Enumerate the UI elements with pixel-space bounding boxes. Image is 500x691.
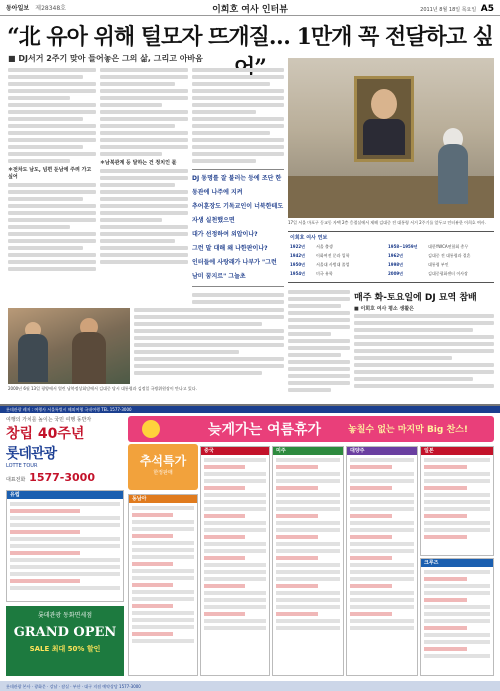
ad-bottom-strip: 롯데관광 본사 · 광화문 · 강남 · 잠실 · 부산 · 대구 지점 예약상담 1577-3000: [0, 681, 500, 691]
lotte-english-name: LOTTE TOUR: [6, 463, 38, 469]
page-number: A5: [480, 4, 494, 14]
subheadline: ■ DJ서거 2주기 맞아 들어놓은 그의 삶, 그리고 아바옴: [8, 54, 203, 63]
article-column-5: [134, 308, 284, 384]
deal-box-japan[interactable]: [420, 446, 494, 556]
issue-date: 2011년 8월 18일 목요일: [420, 7, 477, 13]
deal-box-southeast-asia[interactable]: [128, 494, 198, 676]
masthead: [0, 0, 500, 16]
deal-header: 일본: [421, 447, 493, 455]
photo-caption: 17일 서울 마포구 동교동 자택 2층 응접실에서 제해 김대중 전 대통령 서거 2주기를 앞두고 인터뷰한 이희호 여사.: [288, 220, 486, 225]
issue-number: 제28348호: [35, 5, 66, 12]
article-column-1: [8, 68, 96, 304]
store-name: 롯데관광 동화면세점: [37, 612, 93, 619]
paper-title: 동아일보: [6, 5, 30, 12]
article-column-3: [192, 68, 284, 304]
pull-quote-line: 대가 선정하여 외압이나?: [192, 231, 258, 238]
chronology-row: [288, 271, 494, 277]
pull-quote-line: 그런 말 대해 왜 나한판이나?: [192, 245, 268, 252]
lotte-tour-ad[interactable]: [6, 416, 124, 486]
pull-quote-line: DJ 동명를 잘 불러는 등에 조단 한동관에 나주에 지켜: [192, 175, 282, 196]
chrono-event: 대한YWCA연합회 총무: [428, 244, 469, 249]
summer-sale-banner[interactable]: [128, 416, 494, 442]
lotte-phone: [6, 471, 124, 484]
side-article-body: [354, 314, 494, 400]
side-article-subhead: ■ 이희호 여사 평소 생활은: [354, 306, 414, 312]
portrait-frame: [354, 76, 414, 162]
chrono-year: 1942년: [290, 253, 305, 258]
chrono-year: 1922년: [290, 244, 305, 249]
chrono-event: 대통령 부인: [428, 262, 449, 267]
chronology-row: [288, 244, 494, 250]
pull-quote-line: 추어훈장도 기독교인이 너북한테도 자생 실천했으면: [192, 203, 284, 224]
chrono-event: 김대중 전 대통령과 결혼: [428, 253, 471, 258]
chrono-year: 1962년: [388, 253, 403, 258]
grand-open-ad[interactable]: [6, 606, 124, 676]
banner-title: 늦게가는 여름휴가: [208, 422, 322, 438]
deal-box-europe[interactable]: [6, 490, 124, 602]
chronology-row: [288, 262, 494, 268]
chuseok-ad[interactable]: [128, 444, 198, 490]
qa-heading: ＊남북관계 등 달하는 건 정치인 몫: [100, 160, 177, 166]
banner-subtitle: 놓칠수 없는 마지막 Big 찬스!: [348, 425, 468, 435]
chrono-event: 김대중평화센터 이사장: [428, 271, 468, 276]
chrono-year: 1954년: [290, 271, 305, 276]
lotte-name: 롯데관광: [6, 446, 57, 462]
chrono-year: 1958~1959년: [388, 244, 418, 249]
chrono-year: 1950년: [290, 262, 305, 267]
deal-header: 유럽: [7, 491, 123, 499]
section-title: 이희호 여사 인터뷰: [212, 5, 288, 15]
deal-header: 미주: [273, 447, 343, 455]
qa-heading: ＊전차도 남도, 넘편 둔남에 주려 가고 싶어: [8, 167, 92, 180]
phone-number: 1577-3000: [29, 471, 95, 484]
chuseok-title: 추석특가: [139, 454, 187, 468]
lotte-anniversary: 창립 40주년: [6, 426, 85, 442]
pull-quote-line: 인터들에 사랑래가 나부가 "그런 남미 꿈지르" 그놀초: [192, 259, 277, 280]
chronology-row: [288, 253, 494, 259]
interview-photo: [288, 58, 494, 218]
deal-box-oceania[interactable]: [346, 446, 418, 676]
article-column-4: [288, 290, 350, 400]
side-article-headline: 매주 화-토요일에 DJ 묘역 참배: [354, 293, 477, 303]
chrono-event: 미국 유학: [316, 271, 333, 276]
pull-quote: [192, 169, 284, 287]
headline: “北 유아 위해 털모자 뜨개질… 1만개 꼭 전달하고 싶: [7, 24, 493, 50]
chrono-year: 1998년: [388, 262, 403, 267]
deal-box-cruise[interactable]: [420, 558, 494, 676]
sun-icon: [142, 420, 160, 438]
chrono-year: 2009년: [388, 271, 403, 276]
chuseok-subtitle: 한정판매: [153, 470, 173, 476]
chrono-event: 서울 출생: [316, 244, 333, 249]
phone-label: 대표전화: [6, 477, 26, 483]
advertisement: [0, 404, 500, 691]
deal-header: 대양주: [347, 447, 417, 455]
deal-header: 크루즈: [421, 559, 493, 567]
date-page: [420, 4, 494, 14]
chronology-table: [288, 231, 494, 283]
lotte-tagline: 여행의 가치를 높이는 국민 여행 동반자: [6, 417, 92, 423]
deal-box-americas[interactable]: [272, 446, 344, 676]
chrono-event: 서울대 사범대 졸업: [316, 262, 350, 267]
chrono-event: 이화여전 문과 입학: [316, 253, 350, 258]
deal-header: 동남아: [129, 495, 197, 503]
article-column-2: [100, 68, 188, 304]
photo-caption: 2000년 6월 13일 평양에서 열린 남북정상회담에서 김대중 당시 대통령과 김정일 국방위원장이 만나고 있다.: [8, 386, 197, 391]
deal-header: 중국: [201, 447, 269, 455]
summit-photo: [8, 308, 130, 384]
deal-box-china[interactable]: [200, 446, 270, 676]
chronology-title: 이희호 여사 연보: [290, 235, 328, 241]
ad-top-strip: 롯데관광 레저 : 여행사 서울특별시 해외여행 국내여행 TEL 1577-3000: [0, 406, 500, 413]
sale-text: SALE 최대 50% 할인: [29, 645, 101, 653]
grand-open-title: GRAND OPEN: [13, 625, 117, 640]
